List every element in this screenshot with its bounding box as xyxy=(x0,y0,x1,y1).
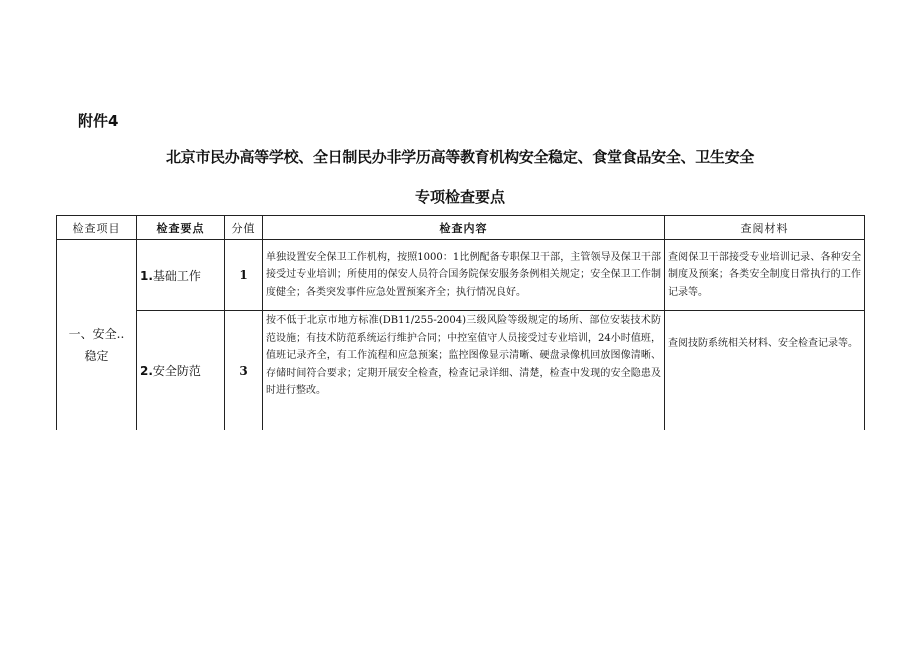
point-cell xyxy=(137,311,225,431)
point-text: 基础工作 xyxy=(152,268,201,283)
score-cell: 1 xyxy=(225,240,263,311)
point-cell xyxy=(137,240,225,311)
material-cell: 查阅保卫干部接受专业培训记录、各种安全制度及预案；各类安全制度日常执行的工作记录等。 xyxy=(665,240,865,311)
content-cell: 单独设置安全保卫工作机构，按照1000：1比例配备专职保卫干部，主管领导及保卫干部接受过专业培训；所使用的保安人员符合国务院保安服务条例相关规定；安全保卫工作制度健全；各类突发事件应急处置预案齐全；执行情况良好。 xyxy=(263,240,665,311)
point-text: 安全防范 xyxy=(152,364,201,378)
category-cell xyxy=(57,240,137,431)
inspection-table xyxy=(56,215,865,430)
category-label: 一、安全.. 稳定 xyxy=(68,327,125,363)
content-cell: 按不低于北京市地方标准(DB11/255-2004)三级风险等级规定的场所、部位安装技术防范设施；有技术防范系统运行维护合同；中控室值守人员接受过专业培训，24小时值班，值班记录齐全，有工作流程和应急预案；监控图像显示清晰、硬盘录像机回放图像清晰、存储时间符合要求；定期开展安全检查，检查记录详细、清楚，检查中发现的安全隐患及时进行整改。 xyxy=(263,311,665,431)
header-material: 查阅材料 xyxy=(665,216,865,240)
attachment-label: 附件4 xyxy=(78,112,119,130)
document-title: 北京市民办高等学校、全日制民办非学历高等教育机构安全稳定、食堂食品安全、卫生安全 xyxy=(165,148,754,166)
table-row xyxy=(57,240,865,311)
table-header-row xyxy=(57,216,865,240)
table-row xyxy=(57,311,865,431)
header-item: 检查项目 xyxy=(57,216,137,240)
material-cell: 查阅技防系统相关材料、安全检查记录等。 xyxy=(665,311,865,431)
header-content: 检查内容 xyxy=(263,216,665,240)
header-score: 分值 xyxy=(225,216,263,240)
point-number: 2. xyxy=(140,364,153,378)
header-point: 检查要点 xyxy=(137,216,225,240)
document-subtitle: 专项检查要点 xyxy=(414,188,505,206)
point-number: 1. xyxy=(140,268,153,283)
score-cell: 3 xyxy=(225,311,263,431)
